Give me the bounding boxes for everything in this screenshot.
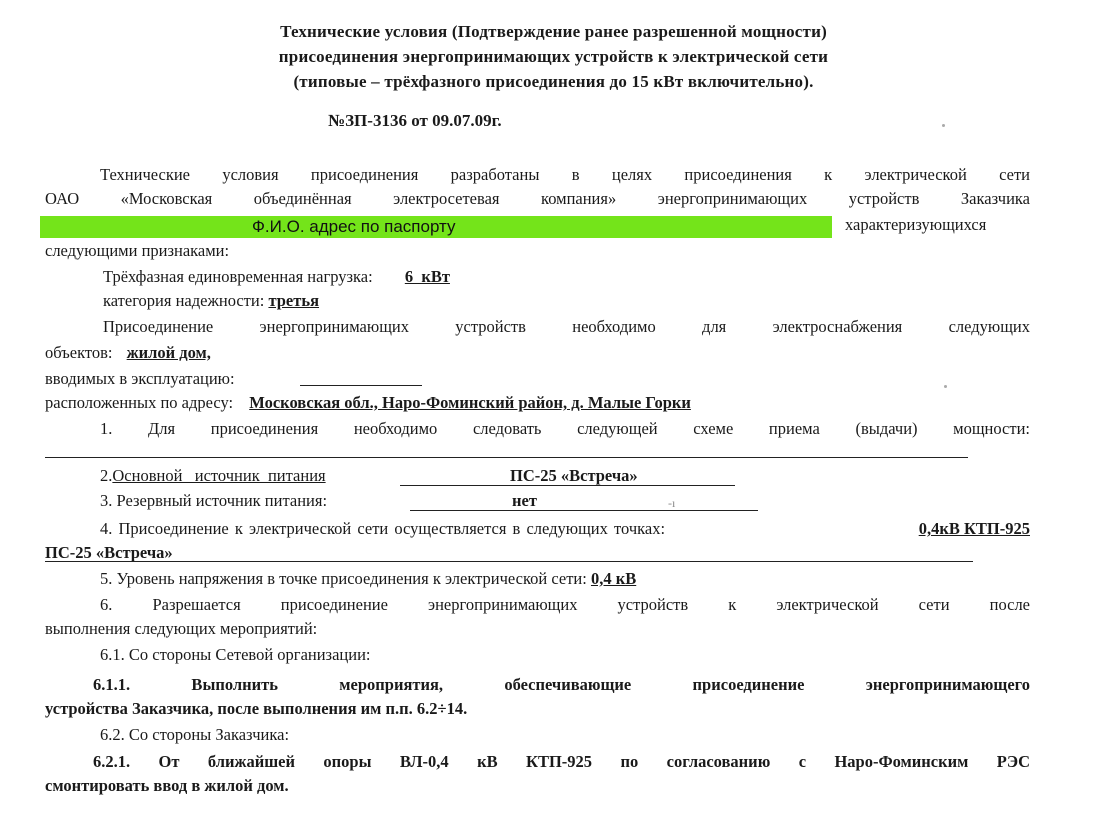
objects-label: объектов: [45, 343, 113, 362]
address-value: Московская обл., Наро-Фоминский район, д. Малые Горки [249, 393, 691, 412]
stray-mark: -ı [668, 496, 676, 510]
item-6-2: 6.2. Со стороны Заказчика: [100, 725, 290, 744]
highlighted-field-text: Ф.И.О. адрес по паспорту [252, 217, 456, 236]
item-2-number: 2. [100, 466, 113, 485]
item-6-1-1-line-2: устройства Заказчика, после выполнения им п.п. 6.2÷14. [45, 699, 468, 718]
item-1: 1. Для присоединения необходимо следовать следующей схеме приема (выдачи) мощности: [100, 419, 1030, 438]
item-4-underline [45, 561, 973, 562]
title-line-1: Технические условия (Подтверждение ранее разрешенной мощности) [280, 22, 827, 41]
load-label: Трёхфазная единовременная нагрузка: [103, 267, 373, 286]
item-6-1-1-line-1: 6.1.1. Выполнить мероприятия, обеспечивающие присоединение энергопринимающего [93, 675, 1030, 694]
objects-row [45, 342, 211, 364]
load-value: 6 кВт [404, 267, 450, 286]
intro-line-4: следующими признаками: [45, 241, 230, 260]
item-3-label: 3. Резервный источник питания: [100, 491, 328, 510]
item-6-2-1-line-2: смонтировать ввод в жилой дом. [45, 776, 289, 795]
item-2-row [100, 465, 326, 487]
objects-value: жилой дом, [126, 343, 211, 362]
scan-speck [944, 385, 947, 388]
highlighted-field [40, 216, 832, 238]
commissioned-blank-line [300, 385, 422, 386]
item-6-line-2: выполнения следующих мероприятий: [45, 619, 318, 638]
scan-speck [942, 124, 945, 127]
item-4-value-2: ПС-25 «Встреча» [45, 543, 173, 562]
item-4-row [100, 518, 1030, 540]
intro-line-1: Технические условия присоединения разработаны в целях присоединения к электрической сети [100, 165, 1030, 184]
item-3-value-line [410, 510, 758, 511]
item-2-value: ПС-25 «Встреча» [510, 466, 638, 485]
reliability-value: третья [268, 291, 320, 310]
item-5-row [100, 568, 636, 590]
item-5-value: 0,4 кВ [590, 569, 637, 588]
reliability-row [103, 290, 319, 312]
item-3-value: нет [512, 491, 537, 510]
address-row [45, 392, 691, 414]
title-line-3: (типовые – трёхфазного присоединения до 15 кВт включительно). [293, 72, 814, 91]
item-6-1: 6.1. Со стороны Сетевой организации: [100, 645, 371, 664]
item-4-value-1: 0,4кВ КТП-925 [918, 519, 1030, 538]
intro-line-2: ОАО «Московская объединённая электросетевая компания» энергопринимающих устройств Заказчика [45, 189, 1030, 208]
item-1-blank-line [45, 457, 968, 458]
item-5-label: 5. Уровень напряжения в точке присоединения к электрической сети: [100, 569, 587, 588]
reliability-label: категория надежности: [103, 291, 265, 310]
commissioned-label: вводимых в эксплуатацию: [45, 369, 235, 388]
document-number: №ЗП-3136 от 09.07.09г. [328, 111, 502, 130]
load-row [103, 266, 454, 288]
item-2-label: Основной источник питания [112, 466, 326, 485]
objects-line-1: Присоединение энергопринимающих устройств необходимо для электроснабжения следующих [103, 317, 1030, 336]
intro-line-3-tail: характеризующихся [845, 215, 987, 234]
title-line-2: присоединения энергопринимающих устройств к электрической сети [278, 47, 829, 66]
item-4-label: 4. Присоединение к электрической сети осуществляется в следующих точках: [100, 519, 666, 538]
item-6-line-1: 6. Разрешается присоединение энергопринимающих устройств к электрической сети после [100, 595, 1030, 614]
item-6-2-1-line-1: 6.2.1. От ближайшей опоры ВЛ-0,4 кВ КТП-925 по согласованию с Наро-Фоминским РЭС [93, 752, 1030, 771]
address-label: расположенных по адресу: [45, 393, 234, 412]
